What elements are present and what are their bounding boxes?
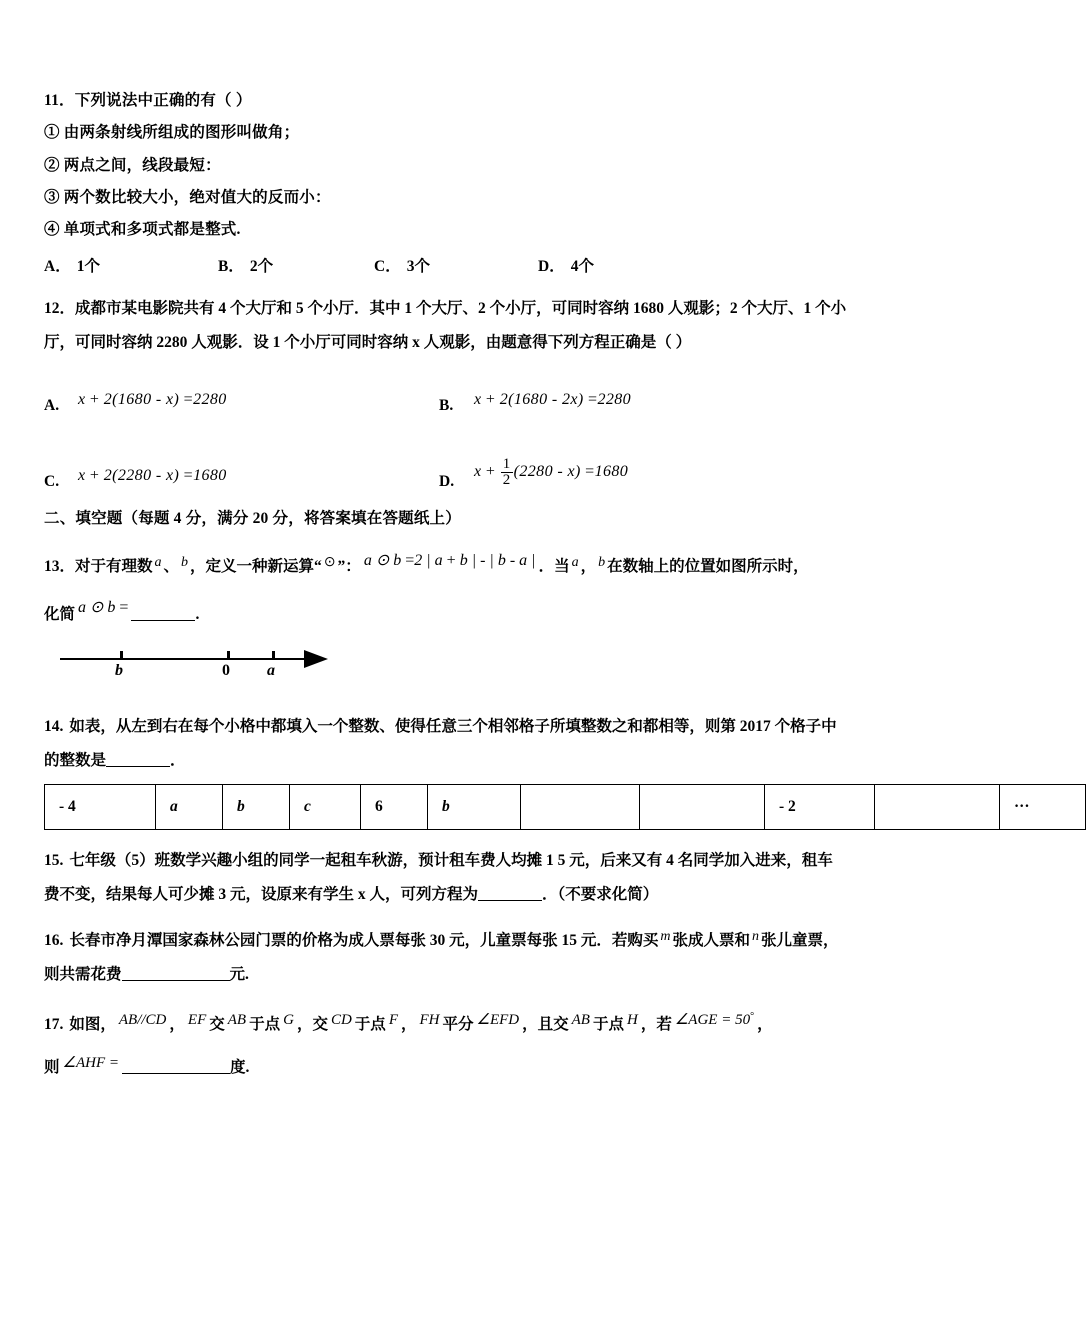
number-line-tick-a [272,651,275,659]
degree-symbol-icon: ° [750,1011,755,1023]
table-cell-6: b [428,784,521,829]
number-line-tick-b [120,651,123,659]
q17-line2 [44,1045,920,1088]
q12-options-row-2 [44,427,920,497]
table-cell-10 [875,784,1000,829]
q13-text-b: ，定义一种新运算“ [190,557,322,575]
q14-table [44,784,1086,830]
q11-sub-item-4: ④ 单项式和多项式都是整式. [44,221,241,239]
q17-text-9: ，且交 [522,1016,569,1034]
table-cell-4: c [290,784,361,829]
q14-text-line2-a: 的整数是 [44,751,107,769]
q12-option-c-equation[interactable]: x + 2(2280 - x) =1680 [78,466,227,484]
q13-number: 13． [44,557,76,575]
table-cell-7 [521,784,640,829]
table-cell-11: ··· [1000,784,1086,829]
q17-line1 [44,1002,920,1045]
q12-option-a-label[interactable]: A. [44,396,60,414]
q13-text-e: 在数轴上的位置如图所示时， [607,557,809,575]
number-line-label-zero: 0 [222,661,230,679]
q17-text-13: 则 [44,1059,60,1077]
q11-stem: 11． [44,92,75,109]
q11-option-c[interactable] [374,254,430,276]
table-row [45,784,1086,829]
q17-math-ab-1: AB [227,1012,247,1029]
q13-number-line-figure [52,636,920,692]
q11-option-a-text: 1个 [76,258,100,276]
q17-math-g: G [283,1012,294,1029]
q16-answer-blank[interactable] [122,980,230,981]
q17-text-1: 如图， [69,1016,116,1034]
q15-number: 15. [44,851,64,869]
q14-text-line1: 如表，从左到右在每个小格中都填入一个整数、使得任意三个相邻格子所填整数之和都相等，则第 2017 个格子中 [69,717,837,735]
q17-text-7: ， [400,1016,417,1034]
q17-math-angle-age [672,1012,757,1028]
number-line-label-a: a [267,661,275,679]
q13-sep2: ， [580,557,597,575]
q13-var-b: b [181,554,189,570]
q11-option-c-label: C． [374,258,401,276]
q17-math-ab-2: AB [571,1012,590,1029]
q17-math-angle-efd: ∠EFD [476,1012,520,1029]
question-12 [44,292,920,496]
q12-option-d-equation[interactable]: x + $\frac{1}{2}$ (2280 - x) =1680 [474,455,629,489]
q15-answer-blank[interactable] [478,900,542,901]
table-cell-8 [640,784,765,829]
q16-text-line1-a: 长春市净月潭国家森林公园门票的价格为成人票每张 30 元，儿童票每张 15 元．若购买 [69,932,659,950]
q11-option-d-text: 4个 [570,258,594,276]
question-11 [44,92,920,276]
q12-stem [44,292,920,326]
q11-options [44,254,920,276]
q13-text-f: 化简 [44,605,76,623]
q16-line1 [44,922,920,958]
question-14 [44,710,1030,830]
q11-sub-item-1: ① 由两条射线所组成的图形叫做角； [44,124,300,142]
q16-text-line1-c: 张儿童票， [761,932,839,950]
fraction-numerator: 1 [502,455,511,472]
question-17 [44,1002,920,1088]
q17-angle-age-value: ∠AGE = 50 [674,1012,751,1029]
q17-math-ef: EF [187,1012,207,1029]
number-line-label-b: b [115,661,123,679]
q12-options-row-1 [44,367,920,421]
q17-text-5: ，交 [296,1016,328,1034]
table-cell-3: b [223,784,290,829]
q11-option-a-label: A． [44,258,71,276]
q16-var-m: m [660,929,671,945]
q16-number: 16. [44,932,64,950]
q11-stem-text: 下列说法中正确的有（ ） [74,92,252,109]
q13-var-a2: a [571,554,579,570]
q14-answer-blank[interactable] [106,766,170,767]
q11-sub-item-3: ③ 两个数比较大小，绝对值大的反而小： [44,188,331,206]
q12-stem-line2: 厅，可同时容纳 2280 人观影．设 1 个小厅可同时容纳 x 人观影，由题意得下列方程正确是（ ） [44,334,692,352]
q13-expression: a ⊙ b = [78,598,129,616]
q12-option-c-label[interactable]: C. [44,472,60,490]
q13-text-d: ．当 [538,557,570,575]
section-2-header: 二、填空题（每题 4 分，满分 20 分，将答案填在答题纸上） [44,509,461,527]
q15-text-line2-a: 费不变，结果每人可少摊 3 元，设原来有学生 x 人，可列方程为 [44,886,479,904]
q17-math-ab-cd: AB//CD [118,1012,167,1029]
q12-option-a-equation[interactable]: x + 2(1680 - x) =2280 [78,390,227,408]
q17-answer-blank[interactable] [122,1073,230,1074]
q17-math-h: H [626,1012,638,1029]
q12-option-d-fraction [501,457,513,489]
q17-text-8: 平分 [442,1016,474,1034]
q17-text-12: ， [757,1016,773,1034]
number-line-arrow-icon [304,650,328,668]
q13-var-a: a [154,554,162,570]
q13-answer-blank[interactable] [131,620,195,621]
q17-text-11: ，若 [640,1016,672,1034]
q13-op-symbol: ⊙ [323,554,336,570]
q14-line1 [44,710,920,744]
q13-text-c: ”： [337,557,361,575]
q16-text-line1-b: 张成人票和 [672,932,751,950]
q16-text-line2-a: 则共需花费 [44,966,122,984]
q17-text-2: ， [169,1016,185,1034]
q11-option-d-label: D． [538,258,565,276]
q17-text-10: 于点 [592,1016,624,1034]
table-cell-9: - 2 [765,784,875,829]
question-15 [44,844,920,912]
q13-var-b2: b [598,554,606,570]
q15-text-line2-b: ．（不要求化简） [542,886,659,904]
q17-number: 17. [44,1016,64,1034]
q12-stem-line1: 成都市某电影院共有 4 个大厅和 5 个小厅．其中 1 个大厅、2 个小厅，可同时容纳 1680 人观影；2 个大厅、1 个小 [75,300,847,318]
q13-definition: a ⊙ b =2 | a + b | - | b - a | [363,551,536,569]
q15-line1 [44,844,920,878]
q11-option-b-label: B． [218,258,244,276]
q11-sub-item-2: ② 两点之间，线段最短： [44,156,221,174]
q16-line2 [44,958,920,992]
page-content [44,92,1030,1088]
q13-sep1: 、 [163,557,180,575]
q15-line2 [44,878,920,912]
q17-math-f: F [388,1012,398,1029]
fraction-denominator: 2 [502,472,511,489]
q14-number: 14. [44,717,64,735]
q17-text-6: 于点 [354,1016,386,1034]
q12-number: 12． [44,300,76,318]
table-cell-1: - 4 [45,784,156,829]
table-cell-5: 6 [361,784,428,829]
q17-text-14: 度. [230,1059,250,1077]
q13-text-a: 对于有理数 [75,557,153,575]
q15-text-line1: 七年级（5）班数学兴趣小组的同学一起租车秋游，预计租车费人均摊 1 5 元，后来又有 4 名同学加入进来，租车 [69,851,833,869]
q11-option-a[interactable] [44,254,100,276]
q17-math-angle-ahf: ∠AHF = [62,1055,119,1072]
q16-text-line2-b: 元. [229,966,249,984]
number-line-tick-zero [227,651,230,659]
q12-option-d-label[interactable]: D. [439,472,455,490]
q11-option-b-text: 2个 [249,258,274,276]
question-13 [44,545,920,692]
q16-var-n: n [752,929,760,945]
q11-option-d[interactable] [538,254,594,276]
q13-period: . [195,605,200,623]
q11-option-c-text: 3个 [406,258,430,276]
q13-line1 [44,545,920,582]
q12-option-b-equation[interactable]: x + 2(1680 - 2x) =2280 [474,390,632,408]
question-16 [44,922,920,992]
q13-line2 [44,592,920,630]
q17-text-4: 于点 [249,1016,281,1034]
q17-text-3: 交 [209,1016,225,1034]
table-cell-2: a [156,784,223,829]
q17-math-fh: FH [419,1012,440,1029]
q12-option-b-label[interactable]: B. [439,396,454,414]
q11-option-b[interactable] [218,254,273,276]
q17-math-cd: CD [330,1012,352,1029]
q14-line2 [44,744,920,778]
q14-text-line2-b: ． [170,751,186,769]
